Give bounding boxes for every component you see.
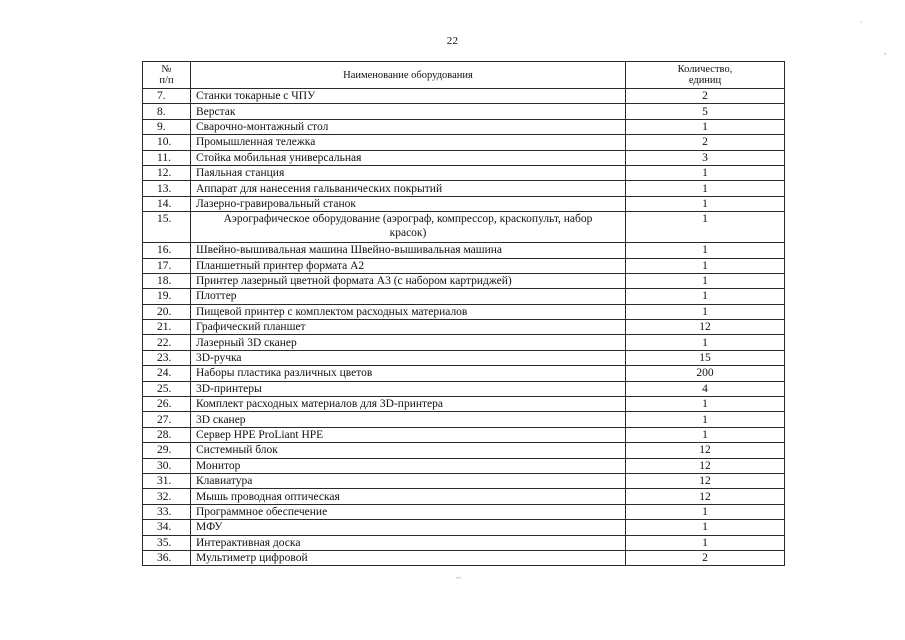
equipment-quantity: 12 xyxy=(626,489,785,504)
equipment-name: Промышленная тележка xyxy=(191,135,626,150)
equipment-quantity: 1 xyxy=(626,504,785,519)
row-number: 25. xyxy=(143,381,191,396)
table-row xyxy=(143,412,785,427)
row-number: 29. xyxy=(143,443,191,458)
equipment-name: Плоттер xyxy=(191,289,626,304)
table-row xyxy=(143,104,785,119)
equipment-name: Мышь проводная оптическая xyxy=(191,489,626,504)
equipment-quantity: 1 xyxy=(626,520,785,535)
table-row xyxy=(143,150,785,165)
scan-speck: ` xyxy=(860,20,863,30)
equipment-name: 3D сканер xyxy=(191,412,626,427)
table-row xyxy=(143,135,785,150)
equipment-table xyxy=(142,61,785,566)
row-number: 11. xyxy=(143,150,191,165)
header-num-symbol: № xyxy=(161,64,172,75)
row-number: 18. xyxy=(143,273,191,288)
row-number: 30. xyxy=(143,458,191,473)
equipment-quantity: 2 xyxy=(626,550,785,565)
header-qty-line1: Количество, xyxy=(677,64,733,75)
table-row xyxy=(143,335,785,350)
equipment-name: 3D-ручка xyxy=(191,350,626,365)
table-row xyxy=(143,397,785,412)
row-number: 14. xyxy=(143,196,191,211)
equipment-quantity: 1 xyxy=(626,427,785,442)
equipment-quantity: 1 xyxy=(626,397,785,412)
table-row xyxy=(143,165,785,180)
table-row xyxy=(143,350,785,365)
table-row xyxy=(143,427,785,442)
equipment-name: Системный блок xyxy=(191,443,626,458)
table-row xyxy=(143,504,785,519)
scan-speck: ~ xyxy=(456,573,461,583)
equipment-quantity: 1 xyxy=(626,212,785,243)
page-number: 22 xyxy=(446,35,459,47)
table-row xyxy=(143,320,785,335)
row-number: 7. xyxy=(143,89,191,104)
equipment-quantity: 1 xyxy=(626,289,785,304)
table-row xyxy=(143,366,785,381)
row-number: 19. xyxy=(143,289,191,304)
equipment-quantity: 1 xyxy=(626,181,785,196)
equipment-quantity: 2 xyxy=(626,135,785,150)
table-row xyxy=(143,489,785,504)
equipment-name: Пищевой принтер с комплектом расходных материалов xyxy=(191,304,626,319)
equipment-name: Мультиметр цифровой xyxy=(191,550,626,565)
row-number: 34. xyxy=(143,520,191,535)
equipment-name: Аэрографическое оборудование (аэрограф, компрессор, краскопульт, набор красок) xyxy=(191,212,626,243)
equipment-name: Клавиатура xyxy=(191,473,626,488)
equipment-name: Сервер HPE ProLiant HPE xyxy=(191,427,626,442)
table-row xyxy=(143,381,785,396)
equipment-name: Наборы пластика различных цветов xyxy=(191,366,626,381)
row-number: 8. xyxy=(143,104,191,119)
equipment-quantity: 1 xyxy=(626,196,785,211)
header-num-abbr: п/п xyxy=(159,75,174,86)
equipment-name: Паяльная станция xyxy=(191,165,626,180)
table-row xyxy=(143,458,785,473)
row-number: 24. xyxy=(143,366,191,381)
equipment-name: 3D-принтеры xyxy=(191,381,626,396)
equipment-quantity: 1 xyxy=(626,258,785,273)
equipment-name: Аппарат для нанесения гальванических покрытий xyxy=(191,181,626,196)
row-number: 16. xyxy=(143,243,191,258)
equipment-name: МФУ xyxy=(191,520,626,535)
equipment-name: Лазерно-гравировальный станок xyxy=(191,196,626,211)
header-qty xyxy=(626,62,785,89)
equipment-name: Принтер лазерный цветной формата А3 (с набором картриджей) xyxy=(191,273,626,288)
equipment-name: Планшетный принтер формата А2 xyxy=(191,258,626,273)
equipment-quantity: 12 xyxy=(626,320,785,335)
row-number: 13. xyxy=(143,181,191,196)
table-row xyxy=(143,520,785,535)
table-body xyxy=(143,89,785,566)
equipment-quantity: 12 xyxy=(626,443,785,458)
row-number: 26. xyxy=(143,397,191,412)
row-number: 28. xyxy=(143,427,191,442)
equipment-quantity: 1 xyxy=(626,119,785,134)
scan-speck: , xyxy=(884,46,887,56)
table-row xyxy=(143,443,785,458)
table-row xyxy=(143,196,785,211)
table-row xyxy=(143,243,785,258)
equipment-quantity: 200 xyxy=(626,366,785,381)
equipment-quantity: 2 xyxy=(626,89,785,104)
equipment-name: Лазерный 3D сканер xyxy=(191,335,626,350)
table-row xyxy=(143,212,785,243)
header-qty-line2: единиц xyxy=(688,75,722,86)
row-number: 36. xyxy=(143,550,191,565)
table-header-row xyxy=(143,62,785,89)
table-row xyxy=(143,119,785,134)
equipment-name: Графический планшет xyxy=(191,320,626,335)
equipment-name: Швейно-вышивальная машина Швейно-вышивальная машина xyxy=(191,243,626,258)
equipment-name: Станки токарные с ЧПУ xyxy=(191,89,626,104)
equipment-quantity: 1 xyxy=(626,335,785,350)
equipment-quantity: 4 xyxy=(626,381,785,396)
row-number: 32. xyxy=(143,489,191,504)
row-number: 20. xyxy=(143,304,191,319)
row-number: 27. xyxy=(143,412,191,427)
table-row xyxy=(143,289,785,304)
row-number: 10. xyxy=(143,135,191,150)
header-name: Наименование оборудования xyxy=(191,62,626,89)
header-num xyxy=(143,62,191,89)
equipment-quantity: 12 xyxy=(626,458,785,473)
row-number: 15. xyxy=(143,212,191,243)
table-row xyxy=(143,258,785,273)
equipment-quantity: 5 xyxy=(626,104,785,119)
equipment-quantity: 3 xyxy=(626,150,785,165)
row-number: 17. xyxy=(143,258,191,273)
table-row xyxy=(143,304,785,319)
row-number: 22. xyxy=(143,335,191,350)
table-row xyxy=(143,473,785,488)
table-row xyxy=(143,273,785,288)
row-number: 33. xyxy=(143,504,191,519)
equipment-name: Интерактивная доска xyxy=(191,535,626,550)
table-row xyxy=(143,89,785,104)
equipment-quantity: 15 xyxy=(626,350,785,365)
row-number: 35. xyxy=(143,535,191,550)
table-row xyxy=(143,550,785,565)
row-number: 12. xyxy=(143,165,191,180)
equipment-name: Сварочно-монтажный стол xyxy=(191,119,626,134)
equipment-quantity: 1 xyxy=(626,273,785,288)
table-row xyxy=(143,181,785,196)
row-number: 9. xyxy=(143,119,191,134)
equipment-name: Программное обеспечение xyxy=(191,504,626,519)
equipment-name: Комплект расходных материалов для 3D-принтера xyxy=(191,397,626,412)
equipment-name: Стойка мобильная универсальная xyxy=(191,150,626,165)
equipment-name: Верстак xyxy=(191,104,626,119)
equipment-quantity: 12 xyxy=(626,473,785,488)
row-number: 21. xyxy=(143,320,191,335)
equipment-quantity: 1 xyxy=(626,535,785,550)
equipment-name: Монитор xyxy=(191,458,626,473)
equipment-quantity: 1 xyxy=(626,412,785,427)
row-number: 23. xyxy=(143,350,191,365)
table-row xyxy=(143,535,785,550)
row-number: 31. xyxy=(143,473,191,488)
equipment-quantity: 1 xyxy=(626,304,785,319)
equipment-quantity: 1 xyxy=(626,243,785,258)
equipment-quantity: 1 xyxy=(626,165,785,180)
